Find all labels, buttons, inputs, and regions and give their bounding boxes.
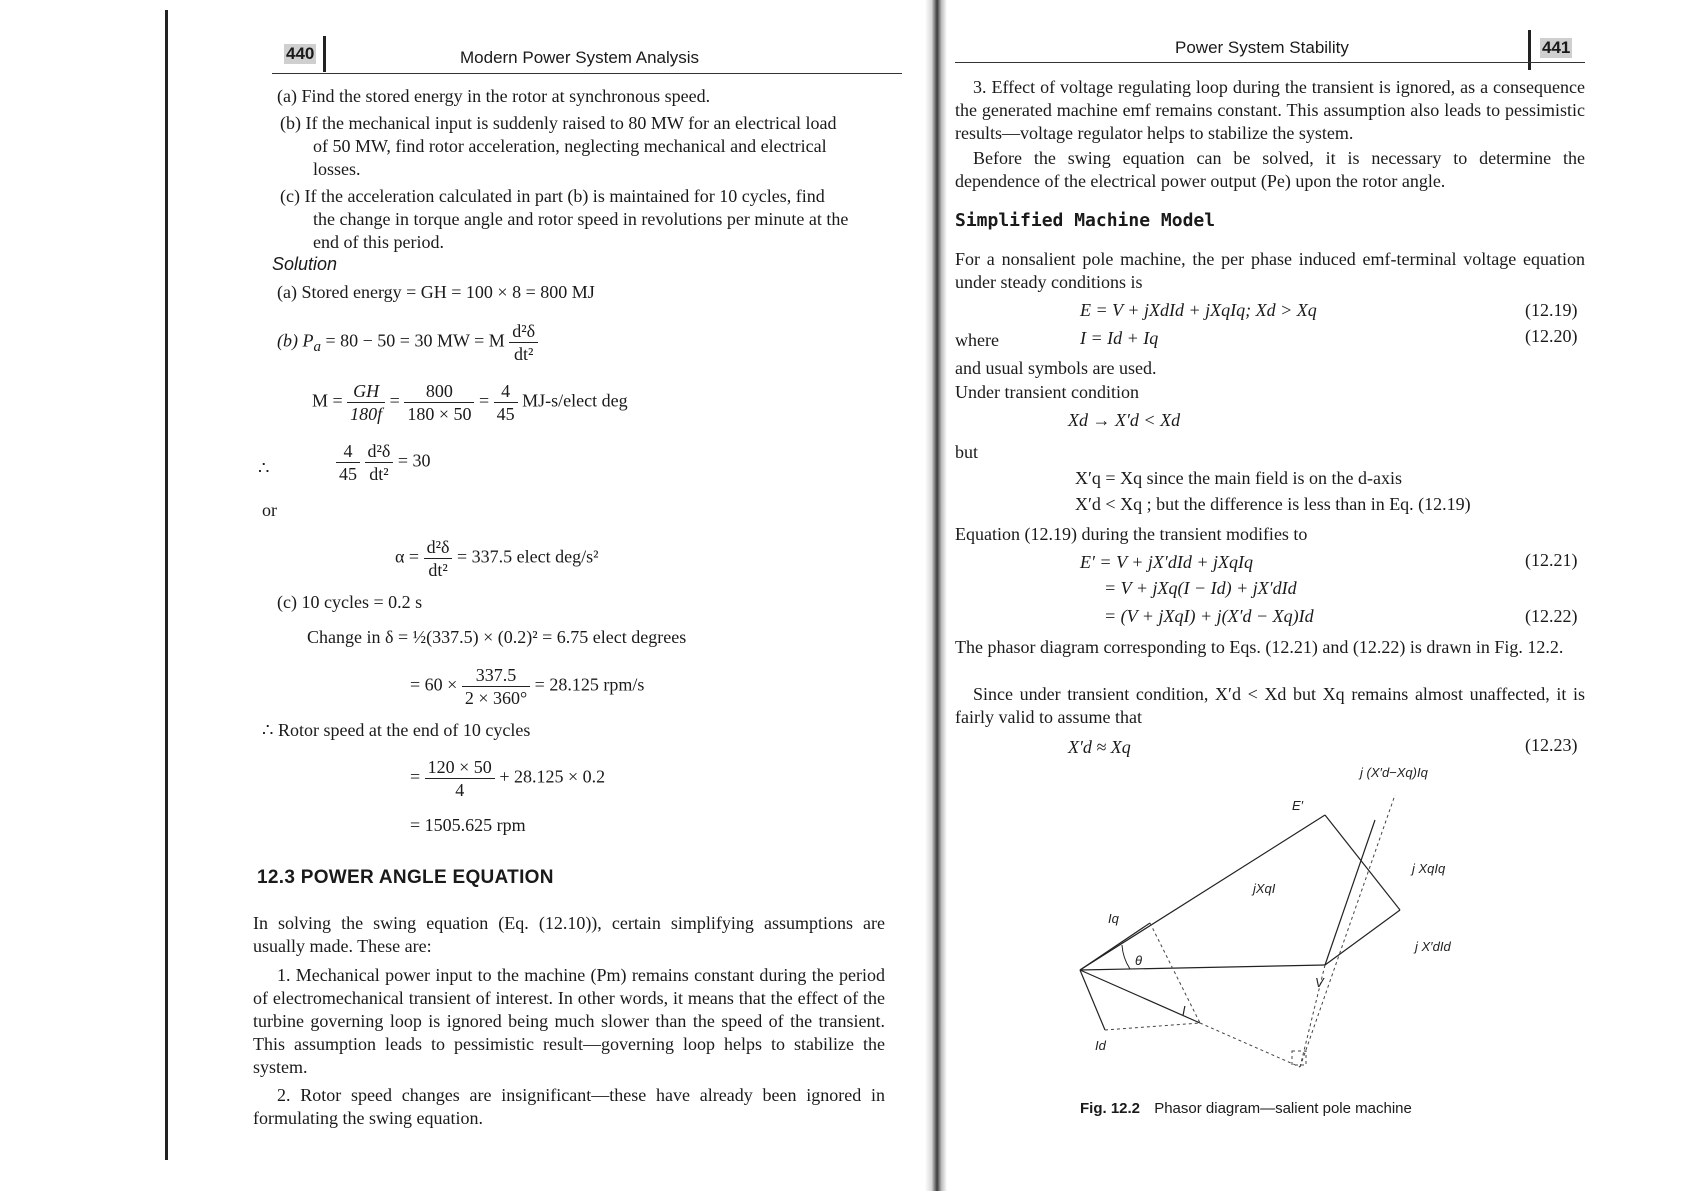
right-page-number: 441 [1542,38,1571,57]
fraction-denominator: 2 × 360° [464,688,528,708]
equation-modifies: Equation (12.19) during the transient modifies to [955,524,1308,544]
paragraph-assumption-3: 3. Effect of voltage regulating loop during the transient is ignored, as a consequence the generated machine emf remains constant. This assumption also leads to pessimistic results—voltage regulator helps to stabilize the system. [955,77,1585,143]
equation-12-22: = (V + jXqI) + j(X′d − Xq)Id [1104,606,1314,626]
equation-12-21: E′ = V + jX′dId + jXqIq [1080,552,1253,572]
right-running-title: Power System Stability [1175,38,1349,57]
d2delta-dt2-fraction [424,536,453,581]
item-b: (b) If the mechanical input is suddenly raised to 80 MW for an electrical load [280,113,837,133]
figure-caption [1080,1100,1412,1117]
fraction-numerator: d²δ [509,320,538,343]
m-unit: MJ-s/elect deg [522,390,628,411]
paragraph-before-swing: Before the swing equation can be solved, it is necessary to determine the dependence of the electrical power output (Pe) upon the rotor angle. [955,148,1585,191]
pa-symbol: (b) P [277,330,314,351]
fraction-denominator: 45 [339,464,357,484]
equation-12-23: X′d ≈ Xq [1068,737,1131,757]
alpha-rhs: = 337.5 elect deg/s² [456,546,599,567]
d2delta-dt2-fraction [365,440,394,485]
label-id: Id [1095,1038,1106,1053]
paragraph-assumptions: In solving the swing equation (Eq. (12.10)), certain simplifying assumptions are usually made. These are: [253,913,885,956]
label-top: j (X′d−Xq)Iq [1360,765,1428,780]
subheading-simplified-model: Simplified Machine Model [955,210,1216,231]
fraction-denominator: 4 [455,780,465,800]
where-word: where [955,330,999,350]
fraction-numerator: d²δ [424,536,453,559]
4-45-fraction [336,440,360,485]
item-b-line2: of 50 MW, find rotor acceleration, neglecting mechanical and electrical [313,136,827,156]
solution-label: Solution [272,254,338,274]
speed-equation [410,756,605,801]
eq-number-12-21: (12.21) [1525,550,1578,570]
plus-rpm: + 28.125 × 0.2 [499,766,606,787]
fraction-numerator: GH [347,380,385,403]
fraction-numerator: 4 [336,440,360,463]
pa-subscript: a [313,339,321,356]
alpha-lhs: α = [395,546,420,567]
left-page-edge [165,10,168,1160]
header-tick [1528,30,1531,70]
fraction-numerator: d²δ [365,440,394,463]
jxdid-phasor [1325,910,1400,965]
item-c-line2: the change in torque angle and rotor speed in revolutions per minute at the [313,209,849,229]
alpha-equation [395,536,599,581]
paragraph-phasor: The phasor diagram corresponding to Eqs. (12.21) and (12.22) is drawn in Fig. 12.2. [955,637,1564,657]
solution-a: (a) Stored energy = GH = 100 × 8 = 800 MJ [277,282,595,302]
solution-c: (c) 10 cycles = 0.2 s [277,592,423,612]
item-a: (a) Find the stored energy in the rotor at synchronous speed. [277,86,711,106]
m-lhs: M = [312,390,343,411]
paragraph-assumption-1: 1. Mechanical power input to the machine (Pm) remains constant during the period of electromechanical transient of interest. In other words, it means that the effect of the turbine governing loop is ignored being much slower than the speed of the transient. This assumption leads to pessimistic result—governing loop helps to stabilize the system. [253,965,885,1077]
fraction-numerator: 337.5 [462,664,530,687]
label-theta: θ [1135,953,1143,968]
rpm-rhs: = 28.125 rpm/s [534,674,645,695]
xd-prime-line: X′d < Xq ; but the difference is less than in Eq. (12.19) [1075,494,1471,514]
eq-number-12-23: (12.23) [1525,735,1578,755]
paragraph-since-transient: Since under transient condition, X′d < Xd but Xq remains almost unaffected, it is fairly valid to assume that [955,684,1585,727]
final-rpm: = 1505.625 rpm [410,815,526,835]
item-c-line3: end of this period. [313,232,444,252]
label-jxdid: j X′dId [1415,939,1451,954]
fraction-numerator: 800 [404,380,474,403]
equation-12-20: I = Id + Iq [1080,328,1159,348]
4-45-fraction [494,380,518,425]
label-e-prime: E′ [1292,798,1304,813]
equals-sign: = [410,766,421,787]
m-equation [312,380,628,425]
fraction-numerator: 120 × 50 [425,756,495,779]
d2delta-dt2-fraction [509,320,538,365]
caption-text: Phasor diagram—salient pole machine [1154,1100,1412,1117]
eq-number-12-20: (12.20) [1525,326,1578,346]
label-v: V [1315,975,1324,990]
theta-arc [1122,945,1130,969]
equation-12-21-line2: = V + jXq(I − Id) + jX′dId [1104,578,1297,598]
label-iq: Iq [1108,911,1119,926]
e-prime-phasor [1080,815,1325,970]
dashed-iq-proj [1150,923,1200,1023]
phasor-diagram [1060,755,1490,1095]
equals-30: = 30 [397,450,431,471]
book-binding [925,0,947,1191]
therefore-symbol: ∴ [258,458,270,478]
dashed-id-proj [1105,1023,1200,1030]
change-in-delta: Change in δ = ½(337.5) × (0.2)² = 6.75 elect degrees [307,627,687,647]
800-fraction [404,380,474,425]
equals-sign: = [389,390,400,411]
337-fraction [462,664,530,709]
item-c: (c) If the acceleration calculated in part (b) is maintained for 10 cycles, find [280,186,825,206]
paragraph-nonsalient: For a nonsalient pole machine, the per phase induced emf-terminal voltage equation under steady conditions is [955,249,1585,292]
eq60: = 60 × [410,674,458,695]
fraction-denominator: 180 × 50 [407,404,472,424]
label-jxqi: jXqI [1253,881,1276,896]
under-transient: Under transient condition [955,382,1139,402]
fraction-numerator: 4 [494,380,518,403]
fraction-denominator: dt² [428,560,448,580]
item-b-line3: losses. [313,159,361,179]
eq-number-12-19: (12.19) [1525,300,1578,320]
fraction-denominator: 45 [496,404,515,424]
rotor-speed-line: ∴ Rotor speed at the end of 10 cycles [262,720,531,740]
but-word: but [955,442,979,462]
label-i: I [1182,1003,1186,1018]
or-word: or [262,500,277,520]
label-jxqiq: j XqIq [1412,861,1446,876]
caption-label: Fig. 12.2 [1080,1100,1141,1117]
section-heading: 12.3 POWER ANGLE EQUATION [257,867,554,888]
fraction-denominator: dt² [514,344,534,364]
equation-12-19: E = V + jXdId + jXqIq; Xd > Xq [1080,300,1317,320]
fraction-denominator: 180f [350,404,383,424]
pa-rest: = 80 − 50 = 30 MW = M [320,330,505,351]
solution-b [277,320,538,365]
rpm-equation [410,664,644,709]
jxqi-phasor [1325,820,1375,965]
dashed-i-ext [1200,1023,1300,1067]
equals-sign: = [478,390,490,411]
v-phasor [1080,965,1325,970]
eq-number-12-22: (12.22) [1525,606,1578,626]
accel-equation [336,440,431,485]
paragraph-assumption-2: 2. Rotor speed changes are insignificant—these have already been ignored in formulating the swing equation. [253,1085,885,1128]
header-rule [955,62,1585,63]
fraction-denominator: dt² [369,464,389,484]
120x50-fraction [425,756,495,801]
usual-symbols: and usual symbols are used. [955,358,1157,378]
left-page-number: 440 [286,44,315,63]
gh-fraction [347,380,385,425]
header-tick [323,36,326,72]
transient-reactance: Xd → X′d < Xd [1068,410,1181,430]
jxqiq-phasor [1325,815,1400,910]
xq-prime-line: X′q = Xq since the main field is on the d-axis [1075,468,1403,488]
dashed-top [1300,795,1395,1067]
header-rule [272,73,902,74]
left-running-title: Modern Power System Analysis [460,48,700,67]
